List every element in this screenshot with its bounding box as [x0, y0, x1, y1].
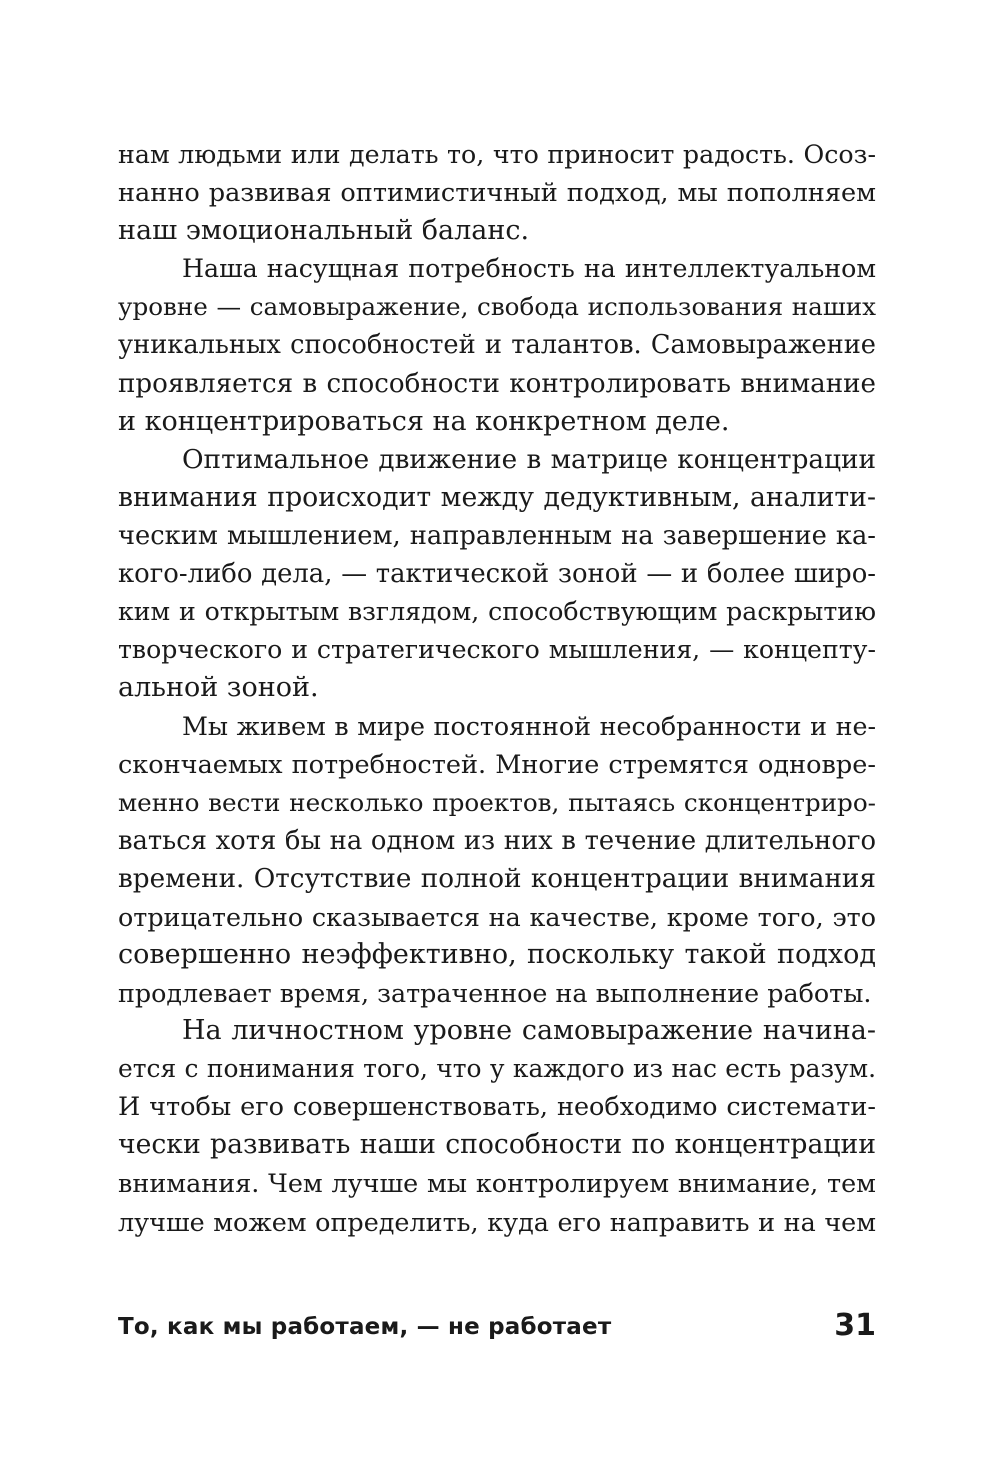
text-line: внимания. Чем лучше мы контролируем внимание, тем: [118, 1168, 876, 1199]
text-line: кого-либо дела, — тактической зоной — и более широ-: [118, 559, 876, 590]
text-line: творческого и стратегического мышления, — концепту-: [118, 635, 876, 665]
text-line: нам людьми или делать то, что приносит радость. Осоз-: [118, 140, 876, 169]
text-line: альной зоной.: [118, 672, 319, 704]
page-body: [118, 136, 876, 1241]
text-line: нанно развивая оптимистичный подход, мы пополняем: [118, 178, 876, 209]
running-title: То, как мы работаем, — не работает: [118, 1314, 612, 1340]
text-line: На личностном уровне самовыражение начина-: [182, 1015, 876, 1047]
text-line: ческим мышлением, направленным на завершение ка-: [118, 520, 876, 551]
text-line: уникальных способностей и талантов. Самовыражение: [118, 330, 876, 361]
text-line: И чтобы его совершенствовать, необходимо системати-: [118, 1092, 876, 1123]
page-number: 31: [834, 1308, 876, 1343]
text-line: проявляется в способности контролировать внимание: [118, 368, 876, 399]
text-line: Наша насущная потребность на интеллектуальном: [182, 254, 876, 284]
text-line: Мы живем в мире постоянной несобранности и не-: [182, 711, 876, 742]
text-line: времени. Отсутствие полной концентрации внимания: [118, 863, 876, 894]
text-line: лучше можем определить, куда его направить и на чем: [118, 1206, 876, 1237]
text-line: ким и открытым взглядом, способствующим раскрытию: [118, 597, 876, 627]
text-line: наш эмоциональный баланс.: [118, 215, 530, 247]
text-line: Оптимальное движение в матрице концентрации: [182, 444, 876, 475]
text-line: уровне — самовыражение, свобода использования наших: [118, 292, 876, 322]
text-line: скончаемых потребностей. Многие стремятся одновре-: [118, 749, 876, 780]
text-line: совершенно неэффективно, поскольку такой подход: [118, 938, 876, 970]
text-line: продлевает время, затраченное на выполнение работы.: [118, 978, 872, 1009]
text-line: и концентрироваться на конкретном деле.: [118, 405, 730, 437]
text-line: ваться хотя бы на одном из них в течение длительного: [118, 825, 876, 856]
text-line: отрицательно сказывается на качестве, кроме того, это: [118, 901, 876, 932]
text-line: менно вести несколько проектов, пытаясь сконцентриро-: [118, 787, 876, 817]
text-line: чески развивать наши способности по концентрации: [118, 1129, 876, 1161]
text-line: ется с понимания того, что у каждого из нас есть разум.: [118, 1054, 876, 1084]
text-line: внимания происходит между дедуктивным, аналити-: [118, 481, 876, 513]
page-footer: [118, 1308, 876, 1344]
